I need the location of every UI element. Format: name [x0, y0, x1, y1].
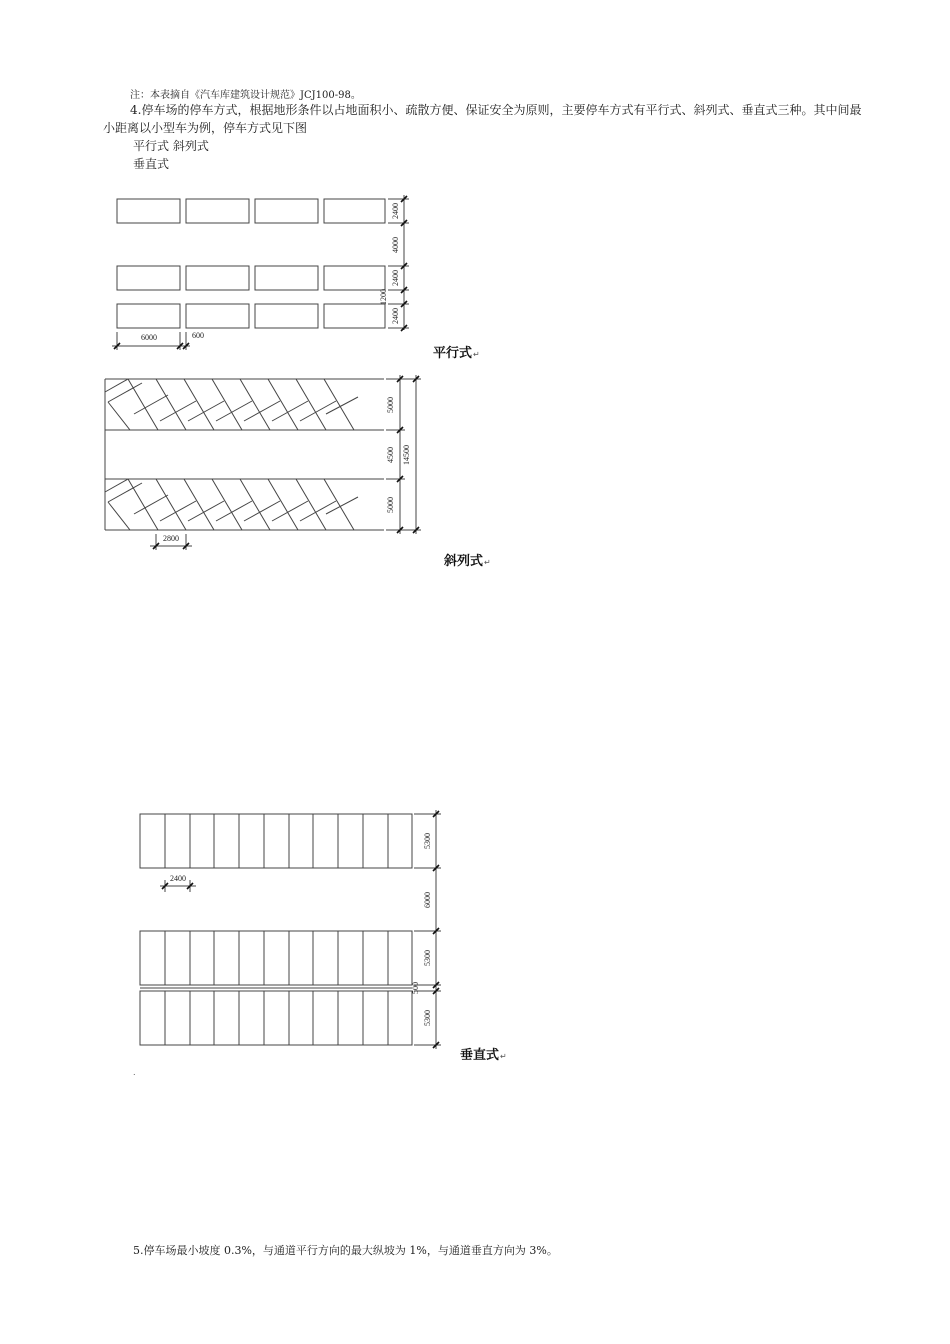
perpendicular-caption: 垂直式↵	[460, 1048, 507, 1063]
paragraph-4-line-2: 小距离以小型车为例，停车方式见下图	[103, 121, 308, 135]
perpendicular-dim-gap: 500	[411, 982, 420, 994]
perpendicular-type-line: 垂直式	[133, 157, 170, 171]
parallel-dim-stall-length: 6000	[141, 333, 157, 342]
angled-caption: 斜列式↵	[444, 554, 491, 569]
perpendicular-dim-row-depth-3: 5300	[423, 1010, 432, 1026]
paragraph-4-line-1: 4.停车场的停车方式，根据地形条件以占地面积小、疏散方便、保证安全为原则，主要停车方式有平行式、斜列式、垂直式三种。其中间最	[130, 103, 862, 117]
paragraph-5: 5.停车场最小坡度 0.3%，与通道平行方向的最大纵坡为 1%，与通道垂直方向为 3%。	[133, 1244, 558, 1257]
angled-stalls	[105, 379, 358, 530]
perpendicular-dim-aisle: 6000	[423, 892, 432, 908]
parking-types-line: 平行式 斜列式	[133, 139, 209, 153]
angled-dim-row-depth: 5000	[386, 397, 395, 413]
parallel-dim-stall-gap: 600	[192, 331, 204, 340]
angled-dim-total: 14500	[402, 445, 411, 465]
perpendicular-dimension-lines	[160, 810, 441, 1049]
parallel-dim-aisle: 4000	[391, 237, 400, 253]
parallel-stalls	[117, 199, 385, 328]
parallel-dim-stall-width-3: 2400	[391, 308, 400, 324]
parallel-dim-stall-width-2: 2400	[391, 270, 400, 286]
perpendicular-dim-row-depth: 5300	[423, 833, 432, 849]
parallel-caption: 平行式↵	[433, 346, 480, 361]
perpendicular-dim-row-depth-2: 5300	[423, 950, 432, 966]
perpendicular-ticks	[162, 811, 439, 1048]
stray-mark: .	[133, 1068, 136, 1077]
angled-dimension-lines	[150, 375, 421, 550]
parallel-dimension-lines	[112, 195, 409, 350]
angled-dim-row-depth-2: 5000	[386, 497, 395, 513]
parallel-ticks	[114, 196, 407, 349]
perpendicular-stalls	[140, 814, 412, 1045]
perpendicular-dim-stall-width: 2400	[170, 874, 186, 883]
parallel-dim-gap: 1200	[379, 289, 388, 305]
angled-ticks	[153, 376, 419, 549]
table-source-note: 注：本表摘自《汽车库建筑设计规范》JCJ100-98。	[130, 90, 361, 101]
parallel-dim-stall-width: 2400	[391, 203, 400, 219]
angled-dim-aisle: 4500	[386, 447, 395, 463]
angled-dim-stall-width: 2800	[163, 534, 179, 543]
